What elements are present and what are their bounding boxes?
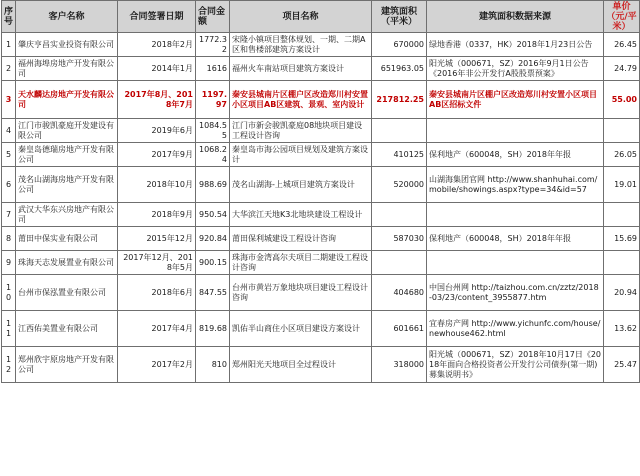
cell-client: 郑州欣宇原房地产开发有限公司	[16, 347, 118, 383]
cell-area: 670000	[372, 33, 427, 57]
cell-amount: 819.68	[196, 311, 230, 347]
cell-amount: 1197.97	[196, 81, 230, 119]
cell-price: 26.45	[604, 33, 640, 57]
cell-area: 404680	[372, 275, 427, 311]
cell-sign-date: 2018年9月	[118, 203, 196, 227]
cell-price: 19.01	[604, 167, 640, 203]
cell-no: 1	[2, 33, 16, 57]
cell-client: 珠海天志发展置业有限公司	[16, 251, 118, 275]
cell-sign-date: 2018年10月	[118, 167, 196, 203]
cell-price: 26.05	[604, 143, 640, 167]
cell-no: 2	[2, 57, 16, 81]
cell-area	[372, 203, 427, 227]
cell-area-source	[427, 251, 604, 275]
cell-sign-date: 2018年2月	[118, 33, 196, 57]
cell-area-source: 中国台州网 http://taizhou.com.cn/zztz/2018-03/23/content_3955877.htm	[427, 275, 604, 311]
cell-price: 25.47	[604, 347, 640, 383]
cell-area-source: 山湖海集团官网 http://www.shanhuhai.com/mobile/showings.aspx?type=34&id=57	[427, 167, 604, 203]
cell-sign-date: 2018年6月	[118, 275, 196, 311]
cell-amount: 988.69	[196, 167, 230, 203]
table-row	[2, 311, 640, 347]
header-area-source: 建筑面积数据来源	[427, 1, 604, 33]
cell-area-source	[427, 119, 604, 143]
cell-amount: 810	[196, 347, 230, 383]
cell-area-source: 秦安县城南片区棚户区改造郑川村安置小区项目AB区招标文件	[427, 81, 604, 119]
cell-amount: 920.84	[196, 227, 230, 251]
cell-client: 江西佑美置业有限公司	[16, 311, 118, 347]
cell-amount: 1772.32	[196, 33, 230, 57]
cell-project: 秦安县城南片区棚户区改造郑川村安置小区项目AB区建筑、景观、室内设计	[230, 81, 372, 119]
cell-client: 莆田中保实业有限公司	[16, 227, 118, 251]
cell-area: 601661	[372, 311, 427, 347]
cell-amount: 900.15	[196, 251, 230, 275]
cell-amount: 950.54	[196, 203, 230, 227]
cell-area: 318000	[372, 347, 427, 383]
cell-area: 520000	[372, 167, 427, 203]
cell-project: 江门市新会骏凯豪庭08地块项目建设工程设计咨询	[230, 119, 372, 143]
cell-sign-date: 2014年1月	[118, 57, 196, 81]
cell-area-source: 绿地香港（0337，HK）2018年1月23日公告	[427, 33, 604, 57]
table-row	[2, 57, 640, 81]
header-amount: 合同金额	[196, 1, 230, 33]
cell-no: 11	[2, 311, 16, 347]
cell-price: 24.79	[604, 57, 640, 81]
cell-price	[604, 119, 640, 143]
cell-no: 3	[2, 81, 16, 119]
cell-project: 珠海市金湾高尔夫项目二期建设工程设计咨询	[230, 251, 372, 275]
table-row-highlighted	[2, 81, 640, 119]
cell-no: 6	[2, 167, 16, 203]
cell-price	[604, 251, 640, 275]
cell-sign-date: 2015年12月	[118, 227, 196, 251]
cell-client: 福州海埠房地产开发有限公司	[16, 57, 118, 81]
table-row	[2, 33, 640, 57]
cell-project: 宋隆小镇项目整体规划、一期、二期A区和售楼部建筑方案设计	[230, 33, 372, 57]
cell-client: 江门市骏凯豪庭开发建设有限公司	[16, 119, 118, 143]
cell-area: 651963.05	[372, 57, 427, 81]
cell-client: 天水麟达房地产开发有限公司	[16, 81, 118, 119]
cell-project: 茂名山湖海-上城项目建筑方案设计	[230, 167, 372, 203]
cell-project: 凯佑半山商住小区项目建设方案设计	[230, 311, 372, 347]
table-row	[2, 227, 640, 251]
cell-area-source: 保利地产（600048，SH）2018年年报	[427, 227, 604, 251]
table-row	[2, 203, 640, 227]
cell-sign-date: 2017年2月	[118, 347, 196, 383]
cell-no: 7	[2, 203, 16, 227]
cell-no: 5	[2, 143, 16, 167]
cell-area: 587030	[372, 227, 427, 251]
header-project: 项目名称	[230, 1, 372, 33]
cell-sign-date: 2017年12月、2018年5月	[118, 251, 196, 275]
header-area: 建筑面积（平米）	[372, 1, 427, 33]
cell-amount: 847.55	[196, 275, 230, 311]
header-price: 单价（元/平米）	[604, 1, 640, 33]
cell-sign-date: 2017年8月、2018年7月	[118, 81, 196, 119]
cell-project: 大华滨江天地K3北地块建设工程设计	[230, 203, 372, 227]
cell-no: 4	[2, 119, 16, 143]
table-row	[2, 275, 640, 311]
header-client: 客户名称	[16, 1, 118, 33]
cell-sign-date: 2017年4月	[118, 311, 196, 347]
cell-price	[604, 203, 640, 227]
cell-client: 武汉大华东兴房地产有限公司	[16, 203, 118, 227]
cell-price: 20.94	[604, 275, 640, 311]
cell-project: 莆田保利城建设工程设计咨询	[230, 227, 372, 251]
cell-price: 55.00	[604, 81, 640, 119]
cell-area-source: 阳光城（000671，SZ）2016年9月1日公告《2016年非公开发行A股股票预案》	[427, 57, 604, 81]
cell-no: 12	[2, 347, 16, 383]
cell-area: 217812.25	[372, 81, 427, 119]
cell-price: 13.62	[604, 311, 640, 347]
cell-area: 410125	[372, 143, 427, 167]
header-sign-date: 合同签署日期	[118, 1, 196, 33]
cell-project: 郑州阳光天地项目全过程设计	[230, 347, 372, 383]
header-no: 序号	[2, 1, 16, 33]
cell-price: 15.69	[604, 227, 640, 251]
cell-area	[372, 119, 427, 143]
cell-sign-date: 2017年9月	[118, 143, 196, 167]
cell-no: 10	[2, 275, 16, 311]
cell-sign-date: 2019年6月	[118, 119, 196, 143]
cell-amount: 1068.24	[196, 143, 230, 167]
cell-area-source: 保利地产（600048，SH）2018年年报	[427, 143, 604, 167]
cell-client: 茂名山湖海房地产开发有限公司	[16, 167, 118, 203]
table-row	[2, 143, 640, 167]
cell-area-source	[427, 203, 604, 227]
cell-project: 台州市黄岩万象地块项目建设工程设计咨询	[230, 275, 372, 311]
cell-client: 台州市保泓置业有限公司	[16, 275, 118, 311]
table-row	[2, 251, 640, 275]
cell-project: 秦皇岛市海公园项目规划及建筑方案设计	[230, 143, 372, 167]
header-row	[2, 1, 640, 33]
cell-area-source: 宜春房产网 http://www.yichunfc.com/house/newhouse462.html	[427, 311, 604, 347]
cell-no: 8	[2, 227, 16, 251]
cell-amount: 1616	[196, 57, 230, 81]
cell-project: 福州火车南站项目建筑方案设计	[230, 57, 372, 81]
cell-area-source: 阳光城（000671，SZ）2018年10月17日《2018年面向合格投资者公开发行公司债券(第一期)募集说明书》	[427, 347, 604, 383]
table-row	[2, 167, 640, 203]
cell-area	[372, 251, 427, 275]
cell-amount: 1084.55	[196, 119, 230, 143]
cell-client: 秦皇岛德瑞房地产开发有限公司	[16, 143, 118, 167]
contracts-table	[1, 0, 640, 383]
table-row	[2, 119, 640, 143]
table-row	[2, 347, 640, 383]
cell-client: 肇庆亨昌实业投资有限公司	[16, 33, 118, 57]
cell-no: 9	[2, 251, 16, 275]
